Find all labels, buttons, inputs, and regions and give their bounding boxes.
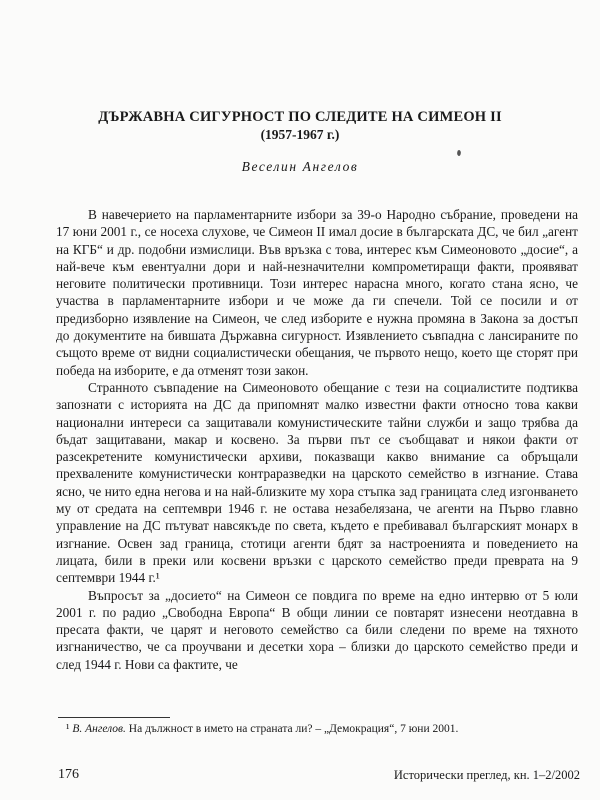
article-body — [56, 206, 578, 673]
footnote-author: В. Ангелов. — [72, 723, 126, 735]
paragraph: В навечерието на парламентарните избори за 39-о Народно събрание, проведени на 17 юни 2001 г., се носеха слухове, че Симеон II имал досие в българската ДС, че бил „агент на КГБ“ и др. подобни измислици. Във връзка с това, интерес към Симеоновото „досие“, а най-вече към евентуални дори и най-незначителни компрометиращи факти, проявяват неговите политически противници. Този интерес нарасна много, когато стана ясно, че участва в парламентарните избори и че може да ги спечели. Той се посили и от предизборно изявление на Симеон, че след изборите е нужна промяна в Закона за достъп до документите на бившата Държавна сигурност. Изявлението съвпадна с лансираните по същото време от видни социалистически обещания, че първото нещо, което ще сторят при победа на изборите, е да отменят този закон. — [56, 207, 578, 378]
ink-mark — [457, 149, 462, 157]
page-number: 176 — [58, 767, 79, 782]
footnote-marker: ¹ — [66, 723, 70, 735]
paragraph: Въпросът за „досието“ на Симеон се повдига по време на едно интервю от 5 юли 2001 г. по радио „Свободна Европа“ В общи линии се повтарят изнесени неотдавна в пресата факти, че царят и неговото семейство са били следени по време на тяхното изгнаничество, че са проучвани и десетки хора – близки до царското семейство преди и след 1944 г. Нови са фактите, че — [56, 587, 578, 672]
paragraph: Странното съвпадение на Симеоновото обещание с тези на социалистите подтиква запознати с историята на ДС да припомнят малко известни факти относно това какви национални интереси са защитавали комунистическите тайни служби и защо трябва да бъдат защитавани, макар и косвено. За първи път се съобщават и някои факти от разсекретените комунистически архиви, показващи какво внимание са обръщали прехвалените комунистически контраразведки на царското семейство в изгнание. Става ясно, че нито една негова и на най-близките му хора стъпка зад границата след изгонването му от средата на септември 1946 г. не остава незабелязана, че агенти на Първо главно управление на ДС пътуват навсякъде по света, където е пребивавал българският монарх в изгнание. Освен зад граница, стотици агенти бдят за настроенията и поведението на лицата, били в преки или косвени връзки с царското семейство преди превратa на 9 септември 1944 г.¹ — [56, 379, 578, 586]
footnote-text: На дължност в името на страната ли? – „Демокрация“, 7 юни 2001. — [125, 723, 459, 735]
article-title: ДЪРЖАВНА СИГУРНОСТ ПО СЛЕДИТЕ НА СИМЕОН II — [98, 109, 502, 125]
footnote — [58, 722, 586, 736]
footnote-divider — [58, 717, 170, 718]
running-footer: Исторически преглед, кн. 1–2/2002 — [393, 768, 580, 782]
article-author: Веселин Ангелов — [241, 159, 359, 174]
article-subtitle: (1957-1967 г.) — [260, 127, 340, 142]
